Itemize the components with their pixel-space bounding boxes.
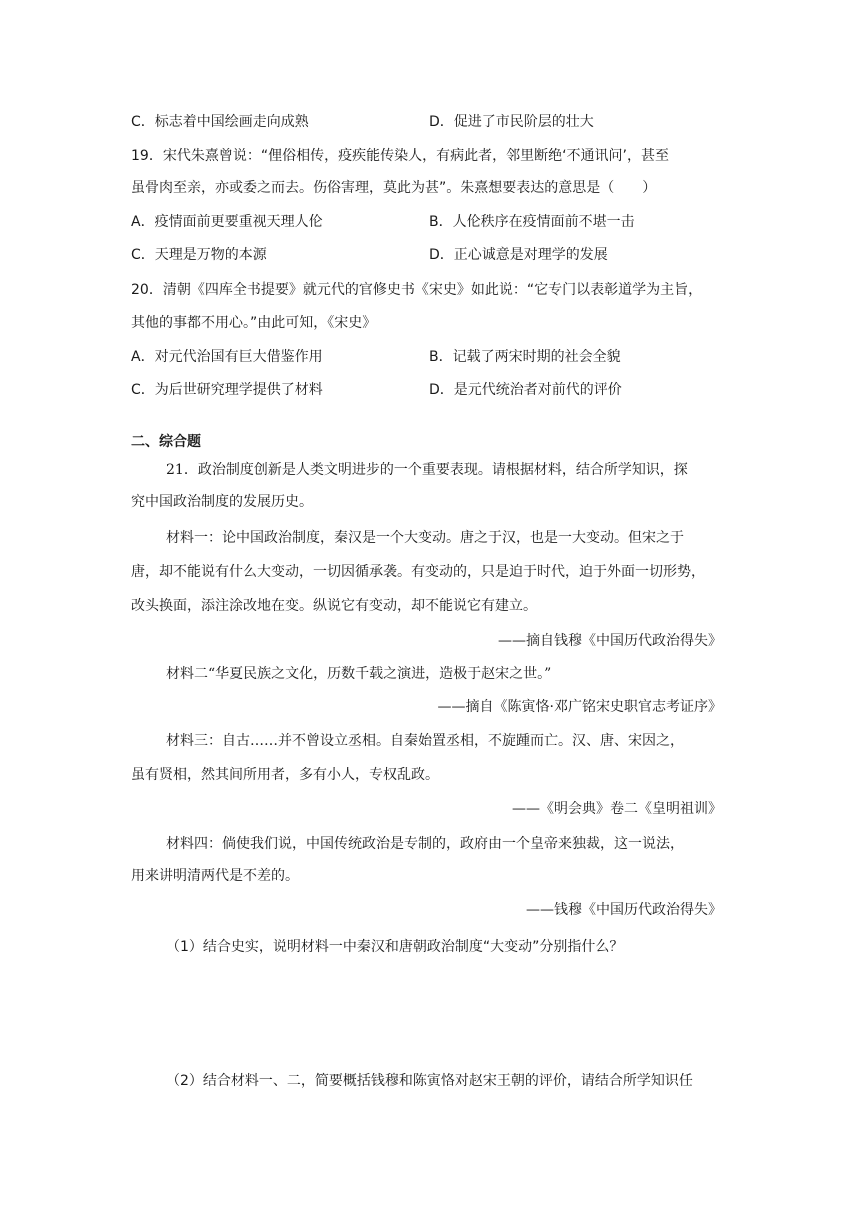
section-title: 二、综合题 — [131, 434, 201, 450]
q20-option-d[interactable]: D．是元代统治者对前代的评价 — [429, 382, 622, 398]
q21-intro-line2: 究中国政治制度的发展历史。 — [131, 494, 313, 510]
q19-stem-line1: 19．宋代朱熹曾说：“俚俗相传，疫疾能传染人，有病此者，邻里断绝‘不通讯问’，甚至 — [131, 148, 669, 164]
q19-option-c[interactable]: C．天理是万物的本源 — [131, 247, 267, 263]
material2-source: ——摘自《陈寅恪·邓广铭宋史职官志考证序》 — [437, 699, 722, 715]
q19-option-d[interactable]: D．正心诚意是对理学的发展 — [429, 247, 608, 263]
q20-option-c[interactable]: C．为后世研究理学提供了材料 — [131, 382, 323, 398]
material3-line2: 虽有贤相，然其间所用者，多有小人，专权乱政。 — [131, 767, 439, 783]
q18-option-c[interactable]: C．标志着中国绘画走向成熟 — [131, 114, 309, 130]
q19-option-b[interactable]: B．人伦秩序在疫情面前不堪一击 — [429, 214, 635, 230]
material4-source: ——钱穆《中国历代政治得失》 — [526, 902, 722, 918]
material2-line1: 材料二“华夏民族之文化，历数千载之演进，造极于赵宋之世。” — [166, 666, 552, 682]
q21-intro-line1: 21．政治制度创新是人类文明进步的一个重要表现。请根据材料，结合所学知识，探 — [166, 462, 688, 478]
q21-subquestion-1: （1）结合史实，说明材料一中秦汉和唐朝政治制度“大变动”分别指什么？ — [166, 939, 624, 955]
material1-line1: 材料一：论中国政治制度，秦汉是一个大变动。唐之于汉，也是一大变动。但宋之于 — [166, 530, 684, 546]
q20-option-a[interactable]: A．对元代治国有巨大借鉴作用 — [131, 349, 323, 365]
q21-subquestion-2: （2）结合材料一、二，简要概括钱穆和陈寅恪对赵宋王朝的评价，请结合所学知识任 — [166, 1073, 693, 1089]
q18-option-d[interactable]: D．促进了市民阶层的壮大 — [429, 114, 594, 130]
material1-line3: 改头换面，添注涂改地在变。纵说它有变动，却不能说它有建立。 — [131, 598, 537, 614]
material3-line1: 材料三：自古……并不曾设立丞相。自秦始置丞相，不旋踵而亡。汉、唐、宋因之， — [166, 733, 684, 749]
material1-source: ——摘自钱穆《中国历代政治得失》 — [498, 633, 722, 649]
q20-option-b[interactable]: B．记载了两宋时期的社会全貌 — [429, 349, 621, 365]
material1-line2: 唐，却不能说有什么大变动，一切因循承袭。有变动的，只是迫于时代，迫于外面一切形势， — [131, 564, 705, 580]
q19-option-a[interactable]: A．疫情面前更要重视天理人伦 — [131, 214, 323, 230]
q19-stem-line2: 虽骨肉至亲，亦或委之而去。伤俗害理，莫此为甚”。朱熹想要表达的意思是（ ） — [131, 180, 657, 196]
material4-line1: 材料四：倘使我们说，中国传统政治是专制的，政府由一个皇帝来独裁，这一说法， — [166, 836, 684, 852]
q20-stem-line1: 20．清朝《四库全书提要》就元代的官修史书《宋史》如此说：“它专门以表彰道学为主旨， — [131, 282, 703, 298]
q20-stem-line2: 其他的事都不用心。”由此可知，《宋史》 — [131, 315, 377, 331]
material3-source: ——《明会典》卷二《皇明祖训》 — [512, 801, 722, 817]
material4-line2: 用来讲明清两代是不差的。 — [131, 868, 299, 884]
